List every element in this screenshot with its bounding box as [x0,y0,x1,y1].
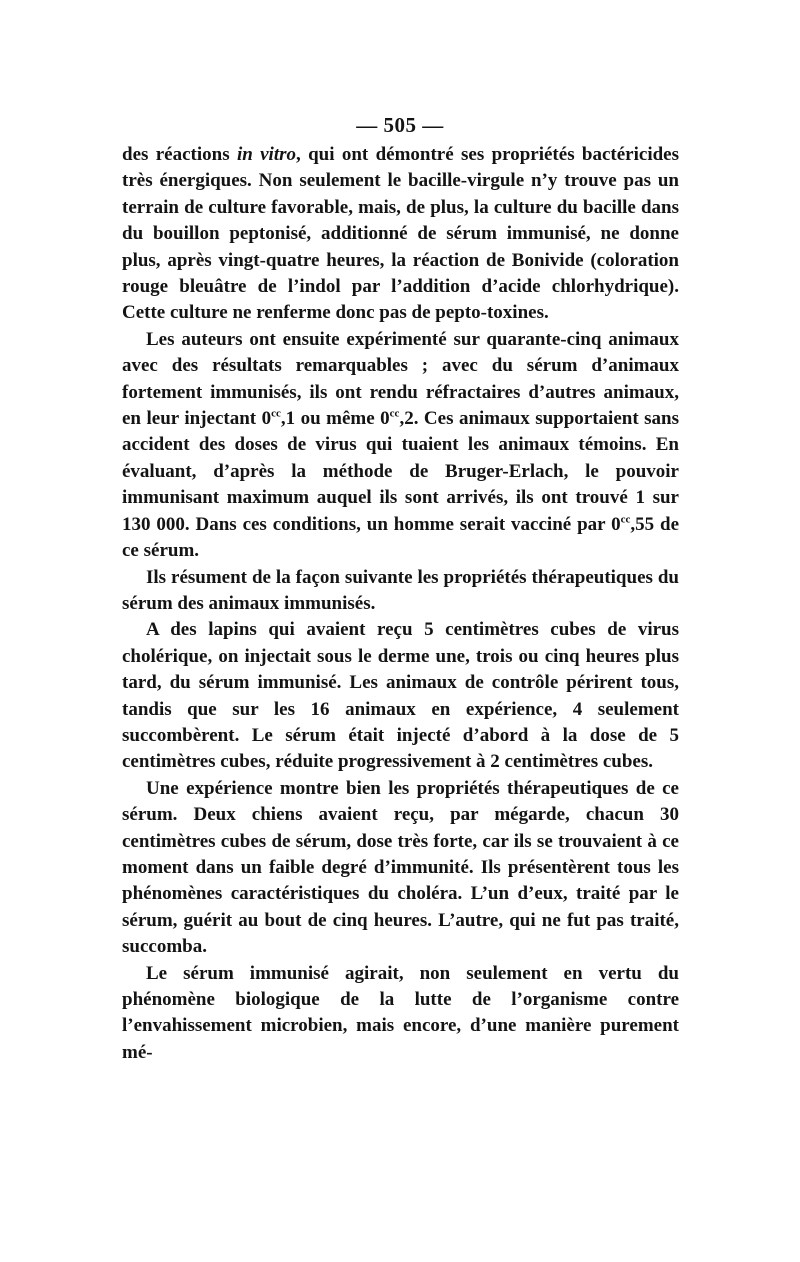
text-run: ,2. Ces animaux supportaient sans accident des doses de virus qui tuaient les animaux témoins. En évaluant, d’après la méthode de Bruger-Erlach, le pouvoir immunisant maximum auquel ils sont arrivés, ils ont trouvé 1 sur 130 000. Dans ces conditions, un homme serait vacciné par 0 [122,408,679,535]
italic-run: in vitro [236,144,297,165]
text-run: Les auteurs ont ensuite expérimenté sur quarante-cinq animaux avec des résultats remarquables ; avec du sérum d’animaux fortement immunisés, ils ont rendu réfractaires d’autres animaux, en leur injectant 0 [122,328,679,430]
superscript-run: cc [271,407,281,420]
text-run: Une expérience montre bien les propriétés thérapeutiques de ce sérum. Deux chiens avaient reçu, par mégarde, chacun 30 centimètres cubes de sérum, dose très forte, car ils se trouvaient à ce moment dans un faible degré d’immunité. Ils présentèrent tous les phénomènes caractéristiques du choléra. L’un d’eux, traité par le sérum, guérit au bout de cinq heures. L’autre, qui ne fut pas traité, succomba. [122,777,679,958]
paragraph [122,961,679,1067]
page-number: — 505 — [356,113,444,137]
paragraph [122,617,679,775]
paragraph [122,565,679,618]
text-run: Ils résument de la façon suivante les propriétés thérapeutiques du sérum des animaux immunisés. [122,566,679,614]
superscript-run: cc [620,513,631,526]
paragraph [122,142,679,327]
text-run: Le sérum immunisé agirait, non seulement en vertu du phénomène biologique de la lutte de l’organisme contre l’envahissement microbien, mais encore, d’une manière purement mé- [122,962,679,1063]
paragraph [122,327,679,565]
paragraph [122,776,679,961]
text-run: ,55 de ce sérum. [122,513,680,562]
body-text [122,142,679,1066]
text-run: ,1 ou même 0 [280,408,390,430]
text-run: , qui ont démontré ses propriétés bactéricides très énergiques. Non seulement le bacille-virgule n’y trouve pas un terrain de culture favorable, mais, de plus, la culture du bacille dans du bouillon peptonisé, additionné de sérum immunisé, ne donne plus, après vingt-quatre heures, la réaction de Bonivide (coloration rouge bleuâtre de l’indol par l’addition d’acide chlorhydrique). Cette culture ne renferme donc pas de pepto-toxines. [122,144,680,324]
text-run: des réactions [122,144,237,165]
superscript-run: cc [389,407,400,420]
text-run: A des lapins qui avaient reçu 5 centimètres cubes de virus cholérique, on injectait sous le derme une, trois ou cinq heures plus tard, du sérum immunisé. Les animaux de contrôle périrent tous, tandis que sur les 16 animaux en expérience, 4 seulement succombèrent. Le sérum était injecté d’abord à la dose de 5 centimètres cubes, réduite progressivement à 2 centimètres cubes. [122,619,679,773]
